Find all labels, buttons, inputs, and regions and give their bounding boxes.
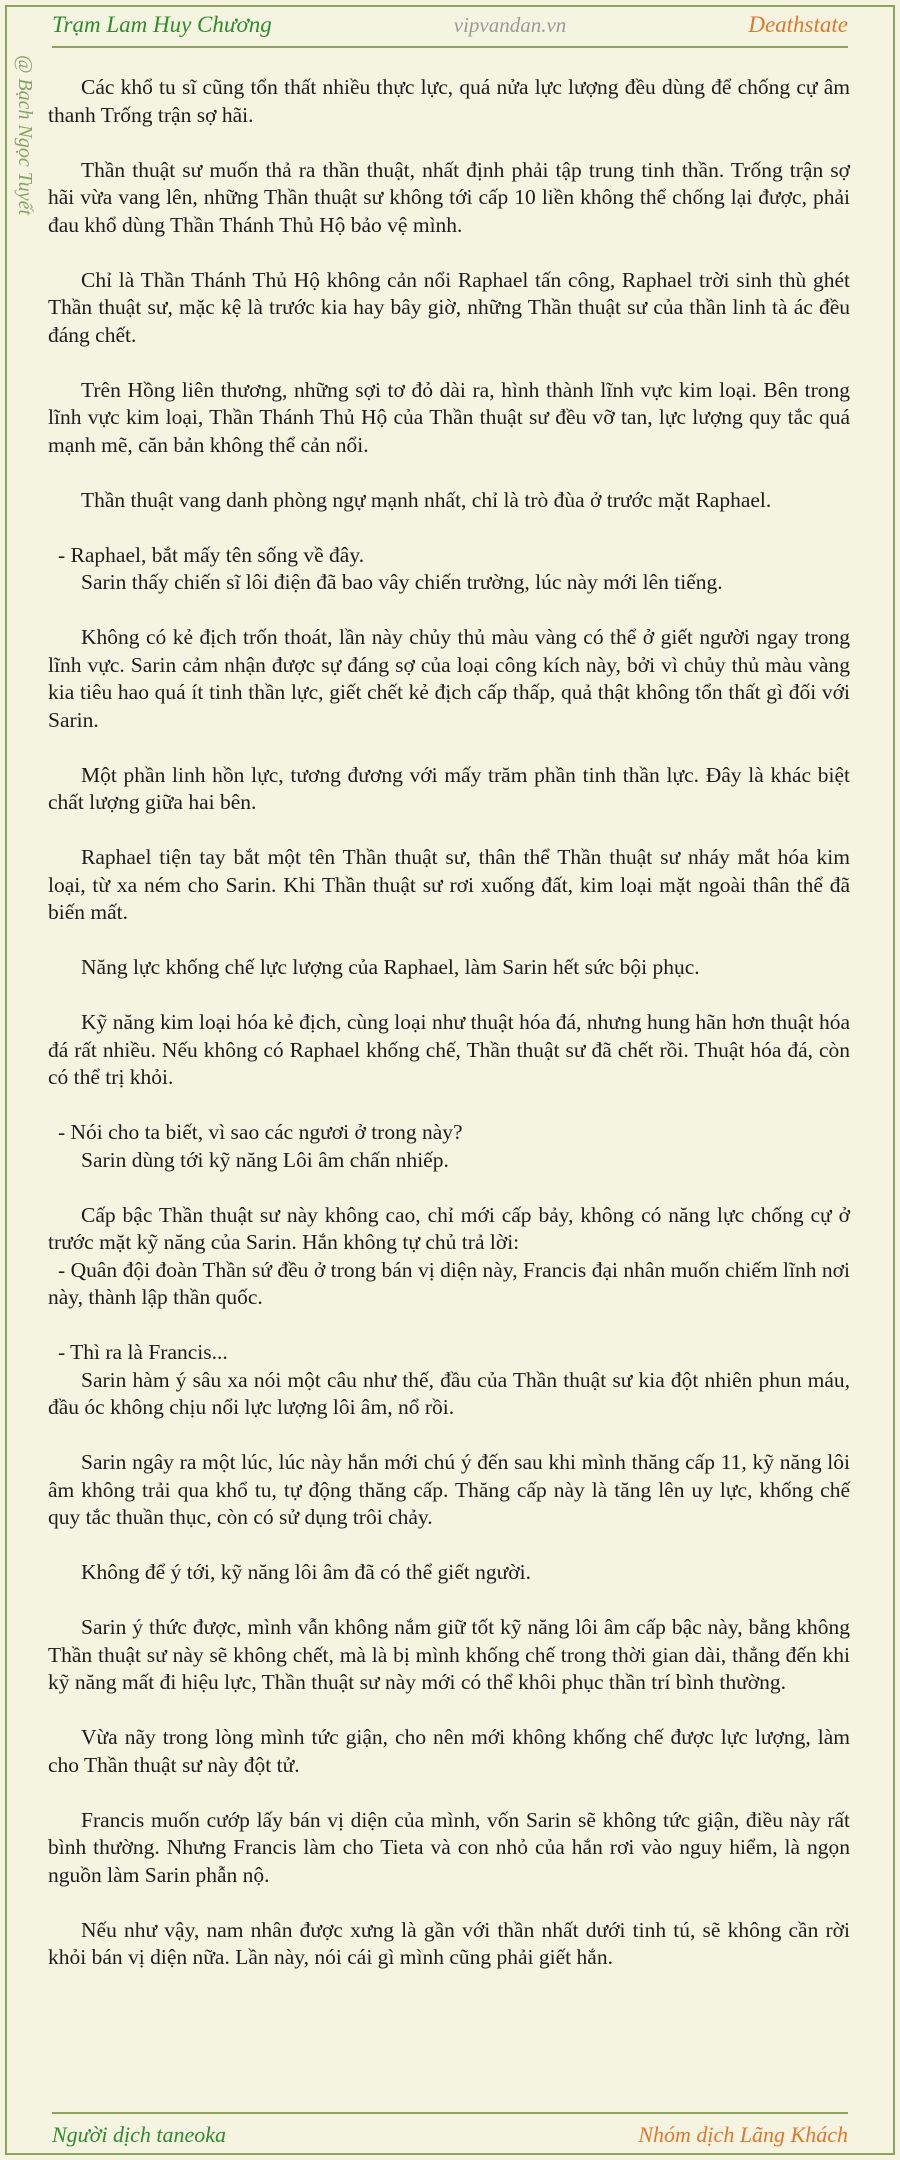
paragraph: Thần thuật sư muốn thả ra thần thuật, nhất định phải tập trung tinh thần. Trống trận sợ hãi vừa vang lên, những Thần thuật sư không tới cấp 10 liền không thể chống lại được, phải đau khổ dùng Thần Thánh Thủ Hộ bảo vệ mình. <box>48 157 850 237</box>
paragraph: Sarin dùng tới kỹ năng Lôi âm chấn nhiếp. <box>81 1147 449 1172</box>
dialogue-line: - Quân đội đoàn Thần sứ đều ở trong bán vị diện này, Francis đại nhân muốn chiếm lĩnh nơi này, thành lập thần quốc. <box>48 1257 850 1309</box>
paragraph: Francis muốn cướp lấy bán vị diện của mình, vốn Sarin sẽ không tức giận, điều này rất bình thường. Nhưng Francis làm cho Tieta và con nhỏ của hắn rơi vào nguy hiểm, là ngọn nguồn làm Sarin phẫn nộ. <box>48 1807 850 1887</box>
side-watermark: @ Bạch Ngọc Tuyết <box>14 55 36 216</box>
paragraph: Thần thuật vang danh phòng ngự mạnh nhất, chỉ là trò đùa ở trước mặt Raphael. <box>81 487 772 512</box>
paragraph: Cấp bậc Thần thuật sư này không cao, chỉ mới cấp bảy, không có năng lực chống cự ở trước mặt kỹ năng của Sarin. Hắn không tự chủ trả lời: <box>48 1202 850 1254</box>
page-footer <box>52 2118 848 2152</box>
dialogue-line: - Nói cho ta biết, vì sao các ngươi ở trong này? <box>58 1120 463 1144</box>
dialogue-line: - Thì ra là Francis... <box>58 1340 228 1364</box>
paragraph: Năng lực khống chế lực lượng của Raphael, làm Sarin hết sức bội phục. <box>81 955 700 979</box>
paragraph: Nếu như vậy, nam nhân được xưng là gần với thần nhất dưới tinh tú, sẽ không cần rời khỏi bán vị diện nữa. Lần này, nói cái gì mình cũng phải giết hắn. <box>48 1917 850 1969</box>
header-book-title: Trạm Lam Huy Chương <box>52 12 272 37</box>
paragraph: Sarin thấy chiến sĩ lôi điện đã bao vây chiến trường, lúc này mới lên tiếng. <box>81 570 723 594</box>
header-site-name: vipvandan.vn <box>453 12 567 37</box>
paragraph: Vừa nãy trong lòng mình tức giận, cho nên mới không khống chế được lực lượng, làm cho Thần thuật sư này đột tử. <box>48 1725 850 1777</box>
header-divider <box>52 46 848 48</box>
footer-translator: Người dịch taneoka <box>52 2122 227 2147</box>
paragraph: Raphael tiện tay bắt một tên Thần thuật sư, thân thể Thần thuật sư nháy mắt hóa kim loại, từ xa ném cho Sarin. Khi Thần thuật sư rơi xuống đất, kim loại mặt ngoài thân thể đã biến mất. <box>48 845 850 924</box>
paragraph: Không có kẻ địch trốn thoát, lần này chủy thủ màu vàng có thể ở giết người ngay trong lĩnh vực. Sarin cảm nhận được sự đáng sợ của loại công kích này, bởi vì chủy thủ màu vàng kia tiêu hao quá ít tinh thần lực, giết chết kẻ địch cấp thấp, quả thật không tổn thất gì đối với Sarin. <box>48 625 850 732</box>
paragraph: Trên Hồng liên thương, những sợi tơ đỏ dài ra, hình thành lĩnh vực kim loại. Bên trong lĩnh vực kim loại, Thần Thánh Thủ Hộ của Thần thuật sư đều vỡ tan, lực lượng quy tắc quá mạnh mẽ, căn bản không thể cản nổi. <box>48 377 850 457</box>
header-author: Deathstate <box>748 12 848 37</box>
paragraph: Không để ý tới, kỹ năng lôi âm đã có thể giết người. <box>81 1560 531 1584</box>
paragraph: Các khổ tu sĩ cũng tổn thất nhiều thực lực, quá nửa lực lượng đều dùng để chống cự âm thanh Trống trận sợ hãi. <box>48 75 850 127</box>
paragraph: Chỉ là Thần Thánh Thủ Hộ không cản nổi Raphael tấn công, Raphael trời sinh thù ghét Thần thuật sư, mặc kệ là trước kia hay bây giờ, những Thần thuật sư của thần linh tà ác đều đáng chết. <box>48 267 850 347</box>
paragraph: Một phần linh hồn lực, tương đương với mấy trăm phần tinh thần lực. Đây là khác biệt chất lượng giữa hai bên. <box>48 762 850 814</box>
page-header <box>52 8 848 42</box>
footer-group: Nhóm dịch Lãng Khách <box>638 2122 848 2147</box>
dialogue-line: - Raphael, bắt mấy tên sống về đây. <box>58 542 365 567</box>
paragraph: Kỹ năng kim loại hóa kẻ địch, cùng loại như thuật hóa đá, nhưng hung hãn hơn thuật hóa đá rất nhiều. Nếu không có Raphael khống chế, Thần thuật sư đã chết rồi. Thuật hóa đá, còn có thể trị khỏi. <box>48 1010 850 1089</box>
paragraph: Sarin ngây ra một lúc, lúc này hắn mới chú ý đến sau khi mình thăng cấp 11, kỹ năng lôi âm không trải qua khổ tu, tự động thăng cấp. Thăng cấp này là tăng lên uy lực, khống chế quy tắc thuần thục, còn có sử dụng trôi chảy. <box>48 1450 850 1529</box>
paragraph: Sarin hàm ý sâu xa nói một câu như thế, đầu của Thần thuật sư kia đột nhiên phun máu, đầu óc không chịu nổi lực lượng lôi âm, nổ rồi. <box>48 1367 850 1419</box>
footer-divider <box>52 2112 848 2114</box>
paragraph: Sarin ý thức được, mình vẫn không nắm giữ tốt kỹ năng lôi âm cấp bậc này, bằng không Thần thuật sư này sẽ không chết, mà là bị mình khống chế trong thời gian dài, thẳng đến khi kỹ năng mất đi hiệu lực, Thần thuật sư này mới có thể khôi phục thần trí bình thường. <box>48 1615 850 1694</box>
chapter-text <box>48 74 850 1999</box>
